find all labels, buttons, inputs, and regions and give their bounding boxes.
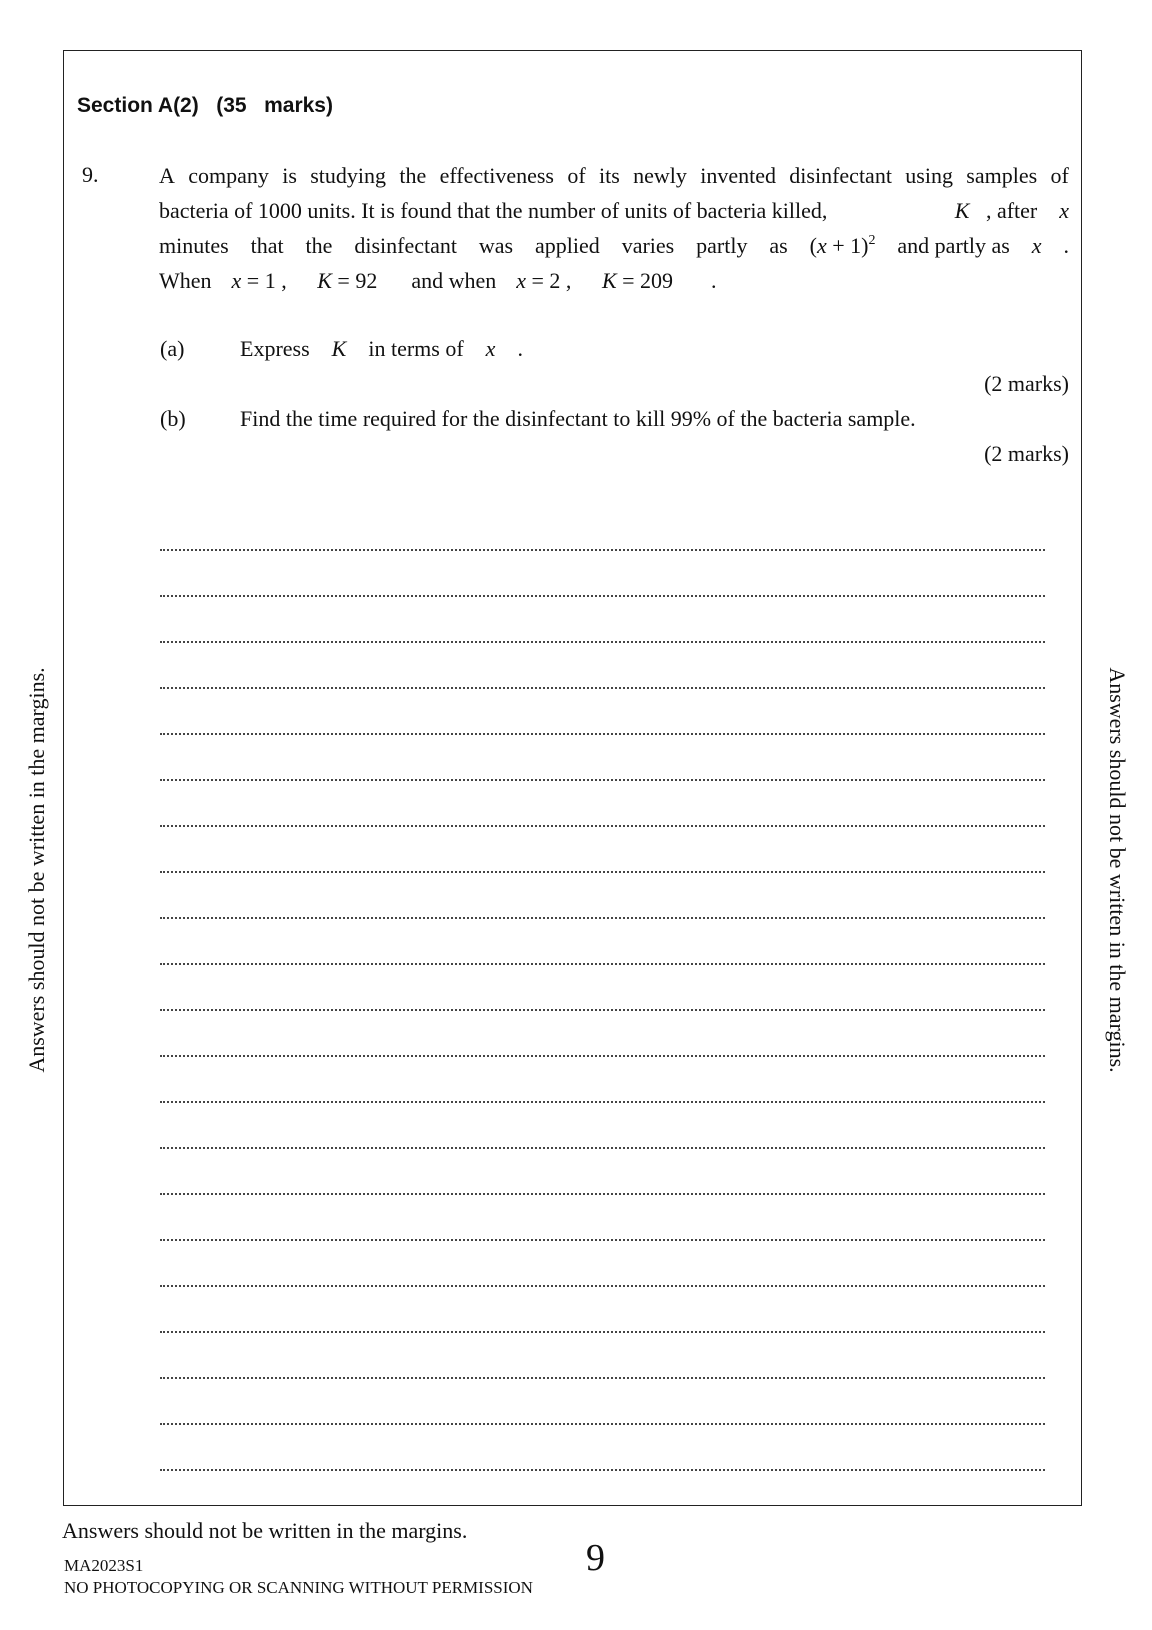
period: . bbox=[711, 268, 717, 293]
stem-line-3 bbox=[159, 228, 1069, 263]
part-a-label: (a) bbox=[160, 336, 185, 361]
answer-line[interactable] bbox=[160, 1057, 1045, 1103]
when-text: When bbox=[159, 268, 212, 293]
stem-line-2-end bbox=[955, 193, 1069, 228]
condition-1 bbox=[232, 263, 392, 298]
stem-word: newly bbox=[633, 163, 687, 188]
answer-line[interactable] bbox=[160, 735, 1045, 781]
variable-k: K bbox=[954, 198, 970, 223]
variable-x: x bbox=[1059, 198, 1069, 223]
stem-line-2-text: bacteria of 1000 units. It is found that the number of units of bacteria killed, bbox=[159, 198, 828, 223]
express-word: Express bbox=[240, 336, 310, 361]
stem-word: minutes bbox=[159, 233, 229, 258]
stem-word: applied bbox=[535, 233, 600, 258]
cond1-k-value: = 92 bbox=[331, 268, 378, 293]
stem-word: A bbox=[159, 163, 175, 188]
cond2-k: K bbox=[601, 268, 617, 293]
cond2-value: = 2 , bbox=[526, 268, 572, 293]
cond2-k-value: = 209 bbox=[616, 268, 674, 293]
part-a-text bbox=[240, 336, 523, 362]
paper-code: MA2023S1 bbox=[64, 1556, 144, 1575]
answer-line[interactable] bbox=[160, 1195, 1045, 1241]
answer-line[interactable] bbox=[160, 1011, 1045, 1057]
stem-word: the bbox=[305, 233, 333, 258]
permission-notice: NO PHOTOCOPYING OR SCANNING WITHOUT PERMISSION bbox=[64, 1578, 533, 1597]
answer-line[interactable] bbox=[160, 781, 1045, 827]
stem-word: effectiveness bbox=[439, 163, 554, 188]
footer-note: Answers should not be written in the margins. bbox=[62, 1518, 468, 1543]
question-number: 9. bbox=[82, 162, 99, 187]
stem-word: samples bbox=[966, 163, 1038, 188]
part-a-marks: (2 marks) bbox=[984, 371, 1069, 396]
variable-k: K bbox=[331, 336, 347, 361]
answer-line[interactable] bbox=[160, 827, 1045, 873]
part-b-text: Find the time required for the disinfectant to kill 99% of the bacteria sample. bbox=[240, 406, 916, 431]
and-partly-as: and partly as bbox=[897, 233, 1010, 258]
stem-word: of bbox=[567, 163, 586, 188]
variable-x: x bbox=[1031, 233, 1042, 258]
section-heading: Section A(2) (35 marks) bbox=[77, 94, 333, 117]
answer-line[interactable] bbox=[160, 1379, 1045, 1425]
cond2-x: x bbox=[516, 268, 527, 293]
stem-word: using bbox=[905, 163, 953, 188]
stem-word: the bbox=[399, 163, 427, 188]
cond1-k: K bbox=[317, 268, 332, 293]
answer-line[interactable] bbox=[160, 689, 1045, 735]
left-margin-note: Answers should not be written in the margins. bbox=[24, 667, 49, 1073]
stem-word: was bbox=[478, 233, 514, 258]
stem-line-1 bbox=[159, 158, 1069, 193]
stem-word: its bbox=[598, 163, 620, 188]
page-number: 9 bbox=[586, 1537, 605, 1579]
period: . bbox=[1063, 233, 1069, 258]
expr-open: ( bbox=[809, 233, 817, 258]
stem-word: company bbox=[188, 163, 269, 188]
answer-line[interactable] bbox=[160, 551, 1045, 597]
answer-line[interactable] bbox=[160, 1103, 1045, 1149]
expr-exponent: 2 bbox=[868, 233, 876, 248]
stem-word: invented bbox=[700, 163, 776, 188]
and-when-text: and when bbox=[411, 268, 497, 293]
answer-line[interactable] bbox=[160, 965, 1045, 1011]
stem-word: disinfectant bbox=[789, 163, 892, 188]
answer-line[interactable] bbox=[160, 1333, 1045, 1379]
cond1-value: = 1 , bbox=[241, 268, 287, 293]
question-stem bbox=[159, 158, 1069, 298]
part-b-marks: (2 marks) bbox=[984, 441, 1069, 466]
right-margin-note: Answers should not be written in the margins. bbox=[1105, 667, 1130, 1073]
expr-variable-x: x bbox=[817, 233, 827, 258]
stem-word: as bbox=[769, 233, 788, 258]
stem-line-4 bbox=[159, 263, 1069, 298]
stem-line-2 bbox=[159, 193, 1069, 228]
answer-line[interactable] bbox=[160, 1287, 1045, 1333]
variable-x: x bbox=[485, 336, 496, 361]
stem-word: disinfectant bbox=[354, 233, 457, 258]
answer-line[interactable] bbox=[160, 505, 1045, 551]
stem-word: varies bbox=[621, 233, 675, 258]
stem-word: that bbox=[250, 233, 284, 258]
expression bbox=[810, 228, 876, 263]
answer-line[interactable] bbox=[160, 1241, 1045, 1287]
after-text: , after bbox=[985, 198, 1038, 223]
answer-line[interactable] bbox=[160, 1149, 1045, 1195]
answer-line[interactable] bbox=[160, 1425, 1045, 1471]
answer-line[interactable] bbox=[160, 919, 1045, 965]
answer-line[interactable] bbox=[160, 873, 1045, 919]
period: . bbox=[517, 336, 523, 361]
stem-word: is bbox=[282, 163, 297, 188]
condition-2 bbox=[516, 263, 687, 298]
expr-rest: + 1) bbox=[826, 233, 869, 258]
part-b-label: (b) bbox=[160, 406, 186, 431]
in-terms-of: in terms of bbox=[368, 336, 464, 361]
answer-line[interactable] bbox=[160, 597, 1045, 643]
stem-word: of bbox=[1050, 163, 1069, 188]
cond1-x: x bbox=[231, 268, 242, 293]
answer-lines bbox=[160, 505, 1045, 1471]
stem-word: partly bbox=[696, 233, 748, 258]
stem-word: studying bbox=[310, 163, 387, 188]
answer-line[interactable] bbox=[160, 643, 1045, 689]
